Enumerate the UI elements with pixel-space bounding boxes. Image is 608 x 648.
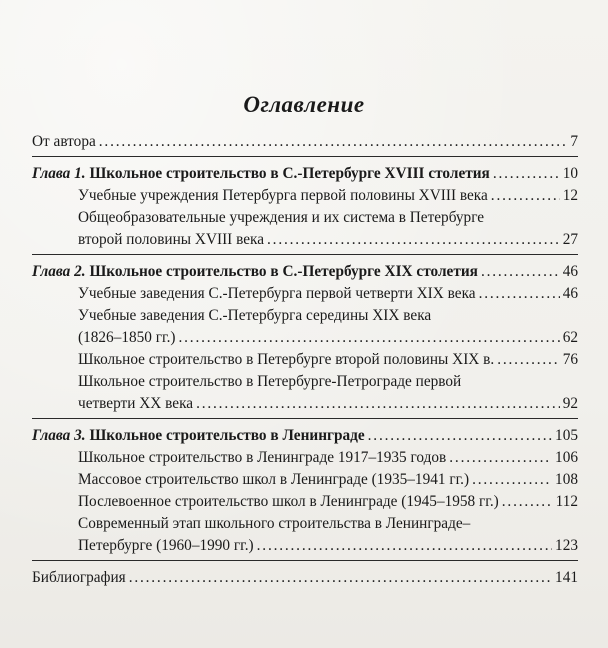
toc-entry-line[interactable] xyxy=(32,371,578,393)
toc-entry[interactable] xyxy=(32,491,578,513)
toc-entry-text: Послевоенное строительство школ в Ленинграде (1945–1958 гг.) xyxy=(78,493,499,510)
page-number: 12 xyxy=(562,187,578,204)
toc-entry-text: Школьное строительство в Ленинграде 1917–1935 годов xyxy=(78,449,447,466)
toc-entry-text: Школьное строительство в Петербурге второй половины XIX в. xyxy=(78,351,495,368)
toc-entry-text: (1826–1850 гг.) xyxy=(78,329,176,346)
page-number: 7 xyxy=(570,133,578,150)
page-number: 141 xyxy=(555,569,578,586)
page-number: 10 xyxy=(562,165,578,182)
page-number: 46 xyxy=(562,263,578,280)
leader-dots xyxy=(502,491,553,513)
page-number: 92 xyxy=(562,395,578,412)
toc-entry-text: четверти XX века xyxy=(78,395,194,412)
page-number: 105 xyxy=(555,427,578,444)
page-number: 106 xyxy=(555,449,578,466)
page-number: 123 xyxy=(555,537,578,554)
chapter-title: Школьное строительство в С.-Петербурге XIX столетия xyxy=(89,263,478,280)
section-divider xyxy=(32,254,578,255)
toc-entry-text: Учебные заведения С.-Петербурга первой четверти XIX века xyxy=(78,285,476,302)
toc-chapter-1[interactable] xyxy=(32,163,578,185)
page-number: 76 xyxy=(562,351,578,368)
toc-chapter-2[interactable] xyxy=(32,261,578,283)
toc-entry-text: Библиография xyxy=(32,569,126,586)
leader-dots xyxy=(481,261,560,283)
leader-dots xyxy=(472,469,552,491)
leader-dots xyxy=(129,567,552,589)
leader-dots xyxy=(196,393,560,415)
toc-entry-continuation[interactable] xyxy=(32,229,578,251)
leader-dots xyxy=(493,163,560,185)
leader-dots xyxy=(449,447,552,469)
table-of-contents xyxy=(32,131,578,589)
toc-entry-line[interactable] xyxy=(32,305,578,327)
toc-entry-continuation[interactable] xyxy=(32,535,578,557)
toc-entry-continuation[interactable] xyxy=(32,393,578,415)
toc-chapter-3[interactable] xyxy=(32,425,578,447)
toc-entry-text: Современный этап школьного строительства в Ленинграде– xyxy=(78,515,471,532)
page-title: Оглавление xyxy=(243,92,365,117)
chapter-title: Школьное строительство в С.-Петербурге XVIII столетия xyxy=(89,165,490,182)
section-divider xyxy=(32,560,578,561)
chapter-title: Школьное строительство в Ленинграде xyxy=(89,427,365,444)
toc-entry-text: От автора xyxy=(32,133,96,150)
page-number: 27 xyxy=(562,231,578,248)
toc-entry-text: Массовое строительство школ в Ленинграде (1935–1941 гг.) xyxy=(78,471,470,488)
leader-dots xyxy=(491,185,560,207)
leader-dots xyxy=(267,229,560,251)
section-divider xyxy=(32,418,578,419)
page-number: 62 xyxy=(562,329,578,346)
toc-entry-continuation[interactable] xyxy=(32,327,578,349)
page-number: 46 xyxy=(562,285,578,302)
toc-entry-bibliography[interactable] xyxy=(32,567,578,589)
page-number: 112 xyxy=(555,493,578,510)
toc-entry-text: Учебные заведения С.-Петербурга середины XIX века xyxy=(78,307,432,324)
toc-entry[interactable] xyxy=(32,185,578,207)
toc-entry-text: Петербурге (1960–1990 гг.) xyxy=(78,537,254,554)
toc-entry-text: второй половины XVIII века xyxy=(78,231,265,248)
leader-dots xyxy=(479,283,560,305)
toc-entry-text: Школьное строительство в Петербурге-Петрограде первой xyxy=(78,373,462,390)
section-divider xyxy=(32,156,578,157)
toc-entry-line[interactable] xyxy=(32,207,578,229)
toc-entry-text: Учебные учреждения Петербурга первой половины XVIII века xyxy=(78,187,488,204)
chapter-label: Глава 1. xyxy=(32,165,86,182)
leader-dots xyxy=(99,131,568,153)
page-number: 108 xyxy=(555,471,578,488)
toc-entry[interactable] xyxy=(32,283,578,305)
leader-dots xyxy=(497,349,559,371)
toc-entry[interactable] xyxy=(32,447,578,469)
chapter-label: Глава 3. xyxy=(32,427,86,444)
toc-entry[interactable] xyxy=(32,349,578,371)
leader-dots xyxy=(368,425,552,447)
toc-entry[interactable] xyxy=(32,469,578,491)
leader-dots xyxy=(179,327,560,349)
toc-entry-line[interactable] xyxy=(32,513,578,535)
leader-dots xyxy=(257,535,552,557)
toc-entry-from-author[interactable] xyxy=(32,131,578,153)
toc-entry-text: Общеобразовательные учреждения и их система в Петербурге xyxy=(78,209,485,226)
chapter-label: Глава 2. xyxy=(32,263,86,280)
